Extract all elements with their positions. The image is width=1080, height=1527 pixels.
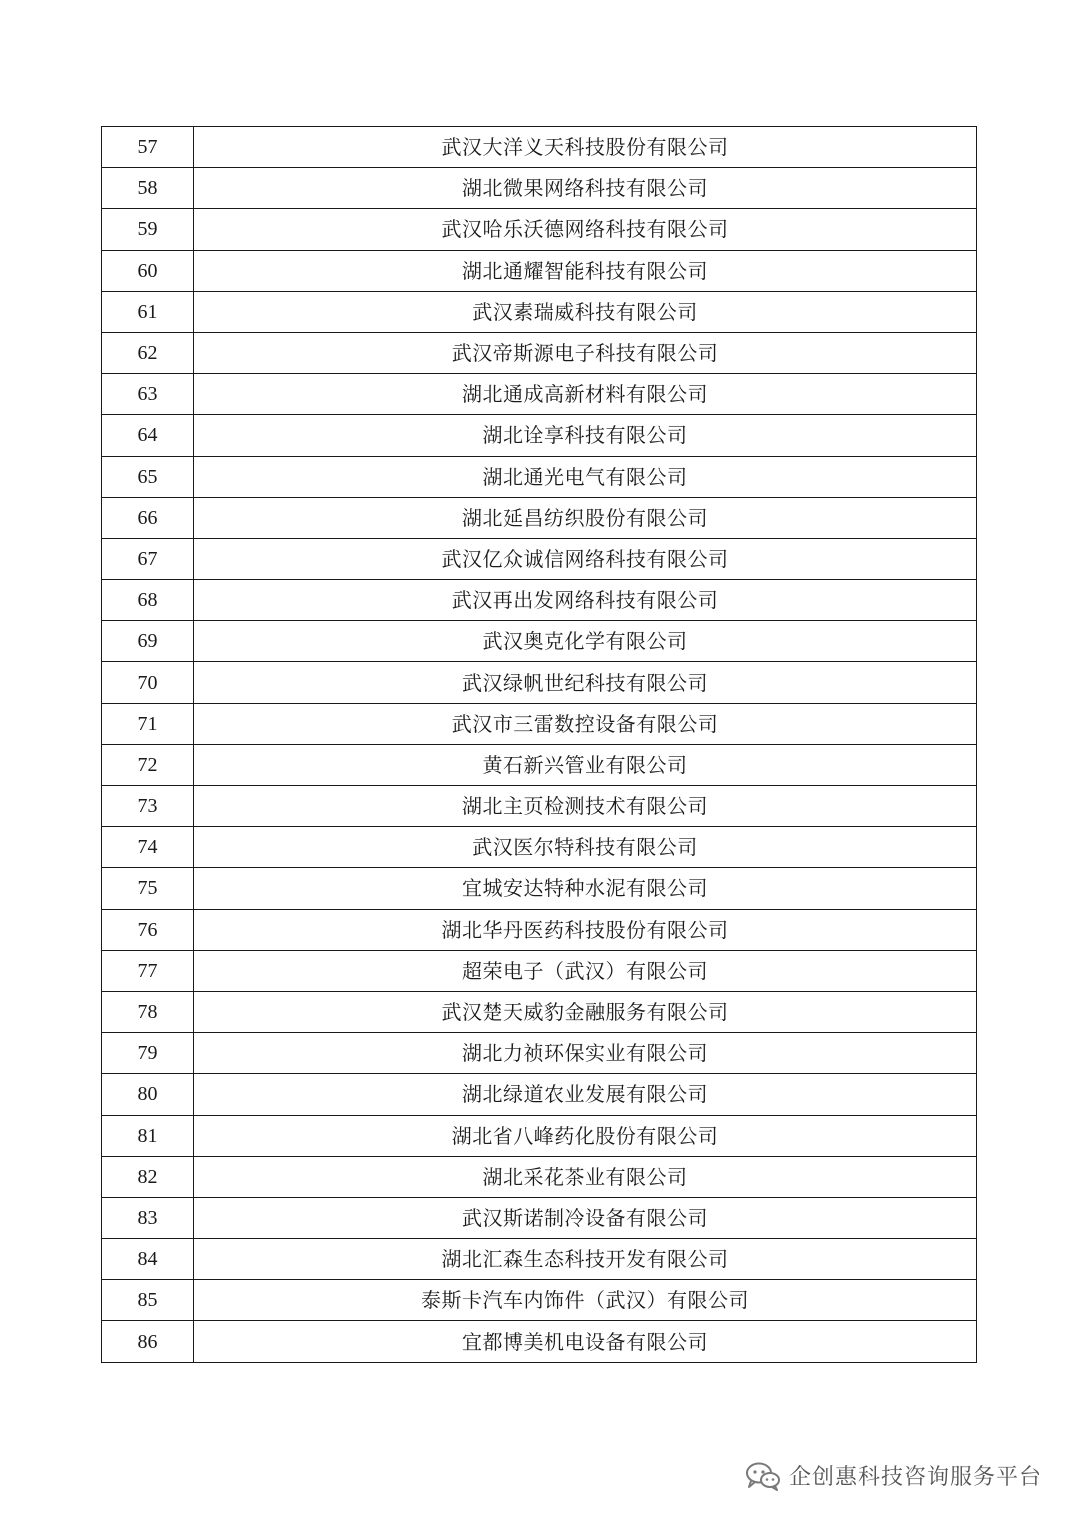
company-name: 黄石新兴管业有限公司 <box>194 744 977 785</box>
company-name: 宜城安达特种水泥有限公司 <box>194 868 977 909</box>
company-list-body <box>102 127 977 1363</box>
table-row <box>102 1197 977 1238</box>
table-row <box>102 291 977 332</box>
table-row <box>102 456 977 497</box>
company-name: 湖北主页检测技术有限公司 <box>194 786 977 827</box>
company-name: 湖北延昌纺织股份有限公司 <box>194 497 977 538</box>
table-row <box>102 909 977 950</box>
wechat-icon <box>745 1461 781 1491</box>
row-number: 69 <box>102 621 194 662</box>
company-name: 武汉亿众诚信网络科技有限公司 <box>194 538 977 579</box>
row-number: 72 <box>102 744 194 785</box>
row-number: 59 <box>102 209 194 250</box>
row-number: 85 <box>102 1280 194 1321</box>
company-name: 武汉斯诺制冷设备有限公司 <box>194 1197 977 1238</box>
table-row <box>102 332 977 373</box>
row-number: 74 <box>102 827 194 868</box>
row-number: 70 <box>102 662 194 703</box>
row-number: 60 <box>102 250 194 291</box>
company-name: 武汉哈乐沃德网络科技有限公司 <box>194 209 977 250</box>
company-name: 湖北通耀智能科技有限公司 <box>194 250 977 291</box>
company-name: 湖北省八峰药化股份有限公司 <box>194 1115 977 1156</box>
table-row <box>102 662 977 703</box>
company-name: 湖北绿道农业发展有限公司 <box>194 1074 977 1115</box>
row-number: 80 <box>102 1074 194 1115</box>
company-name: 武汉医尔特科技有限公司 <box>194 827 977 868</box>
company-name: 湖北通光电气有限公司 <box>194 456 977 497</box>
company-name: 武汉市三雷数控设备有限公司 <box>194 703 977 744</box>
row-number: 86 <box>102 1321 194 1362</box>
row-number: 83 <box>102 1197 194 1238</box>
watermark-text: 企创惠科技咨询服务平台 <box>788 1465 1042 1490</box>
table-row <box>102 538 977 579</box>
table-row <box>102 580 977 621</box>
table-row <box>102 786 977 827</box>
table-row <box>102 1156 977 1197</box>
table-row <box>102 168 977 209</box>
row-number: 58 <box>102 168 194 209</box>
company-name: 武汉帝斯源电子科技有限公司 <box>194 332 977 373</box>
row-number: 77 <box>102 950 194 991</box>
table-row <box>102 827 977 868</box>
row-number: 67 <box>102 538 194 579</box>
table-row <box>102 621 977 662</box>
row-number: 84 <box>102 1239 194 1280</box>
table-row <box>102 1321 977 1362</box>
table-row <box>102 374 977 415</box>
row-number: 57 <box>102 127 194 168</box>
table-row <box>102 1239 977 1280</box>
row-number: 78 <box>102 991 194 1032</box>
table-row <box>102 744 977 785</box>
company-name: 武汉素瑞威科技有限公司 <box>194 291 977 332</box>
row-number: 82 <box>102 1156 194 1197</box>
row-number: 62 <box>102 332 194 373</box>
table-row <box>102 1074 977 1115</box>
row-number: 75 <box>102 868 194 909</box>
table-row <box>102 1280 977 1321</box>
table-row <box>102 950 977 991</box>
company-name: 超荣电子（武汉）有限公司 <box>194 950 977 991</box>
company-name: 湖北采花茶业有限公司 <box>194 1156 977 1197</box>
company-name: 武汉绿帆世纪科技有限公司 <box>194 662 977 703</box>
row-number: 71 <box>102 703 194 744</box>
row-number: 79 <box>102 1033 194 1074</box>
row-number: 63 <box>102 374 194 415</box>
row-number: 73 <box>102 786 194 827</box>
watermark <box>745 1460 1042 1491</box>
company-name: 湖北通成高新材料有限公司 <box>194 374 977 415</box>
company-name: 武汉再出发网络科技有限公司 <box>194 580 977 621</box>
row-number: 61 <box>102 291 194 332</box>
row-number: 68 <box>102 580 194 621</box>
row-number: 64 <box>102 415 194 456</box>
table-row <box>102 497 977 538</box>
company-name: 湖北华丹医药科技股份有限公司 <box>194 909 977 950</box>
company-name: 泰斯卡汽车内饰件（武汉）有限公司 <box>194 1280 977 1321</box>
table-row <box>102 250 977 291</box>
table-row <box>102 991 977 1032</box>
company-name: 武汉奥克化学有限公司 <box>194 621 977 662</box>
table-row <box>102 1033 977 1074</box>
table-row <box>102 209 977 250</box>
table-row <box>102 1115 977 1156</box>
table-row <box>102 415 977 456</box>
table-row <box>102 127 977 168</box>
row-number: 65 <box>102 456 194 497</box>
row-number: 76 <box>102 909 194 950</box>
company-name: 武汉楚天威豹金融服务有限公司 <box>194 991 977 1032</box>
table-row <box>102 703 977 744</box>
company-name: 湖北微果网络科技有限公司 <box>194 168 977 209</box>
company-name: 宜都博美机电设备有限公司 <box>194 1321 977 1362</box>
company-name: 湖北汇森生态科技开发有限公司 <box>194 1239 977 1280</box>
company-name: 湖北力祯环保实业有限公司 <box>194 1033 977 1074</box>
row-number: 66 <box>102 497 194 538</box>
company-list-table <box>101 126 977 1363</box>
table-row <box>102 868 977 909</box>
row-number: 81 <box>102 1115 194 1156</box>
company-name: 武汉大洋义天科技股份有限公司 <box>194 127 977 168</box>
company-name: 湖北诠享科技有限公司 <box>194 415 977 456</box>
